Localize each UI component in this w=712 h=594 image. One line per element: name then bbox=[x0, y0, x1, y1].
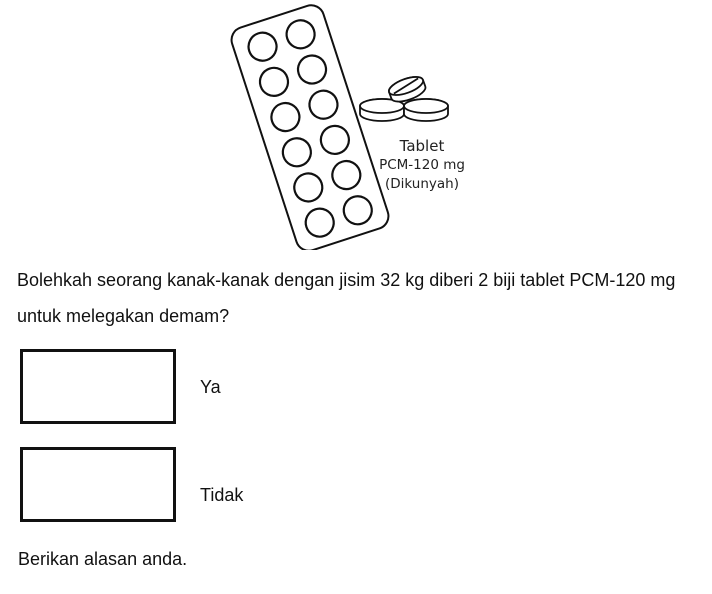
blister-pack-icon bbox=[0, 0, 712, 250]
tablet-label bbox=[372, 137, 472, 194]
answer-box-ya[interactable] bbox=[20, 349, 176, 424]
medicine-illustration bbox=[0, 0, 712, 250]
option-label-ya: Ya bbox=[200, 377, 221, 397]
tablet-label-dose: PCM-120 mg bbox=[379, 157, 465, 173]
reason-prompt: Berikan alasan anda. bbox=[18, 549, 188, 569]
tablet-label-type: (Dikunyah) bbox=[384, 176, 459, 192]
question-text: Bolehkah seorang kanak-kanak dengan jisim 32 kg diberi 2 biji tablet PCM-120 mg untuk melegakan demam? bbox=[17, 270, 676, 326]
tablets-icon bbox=[360, 73, 448, 121]
answer-box-tidak[interactable] bbox=[20, 447, 176, 522]
option-label-tidak: Tidak bbox=[200, 485, 244, 505]
tablet-label-name: Tablet bbox=[399, 137, 445, 155]
